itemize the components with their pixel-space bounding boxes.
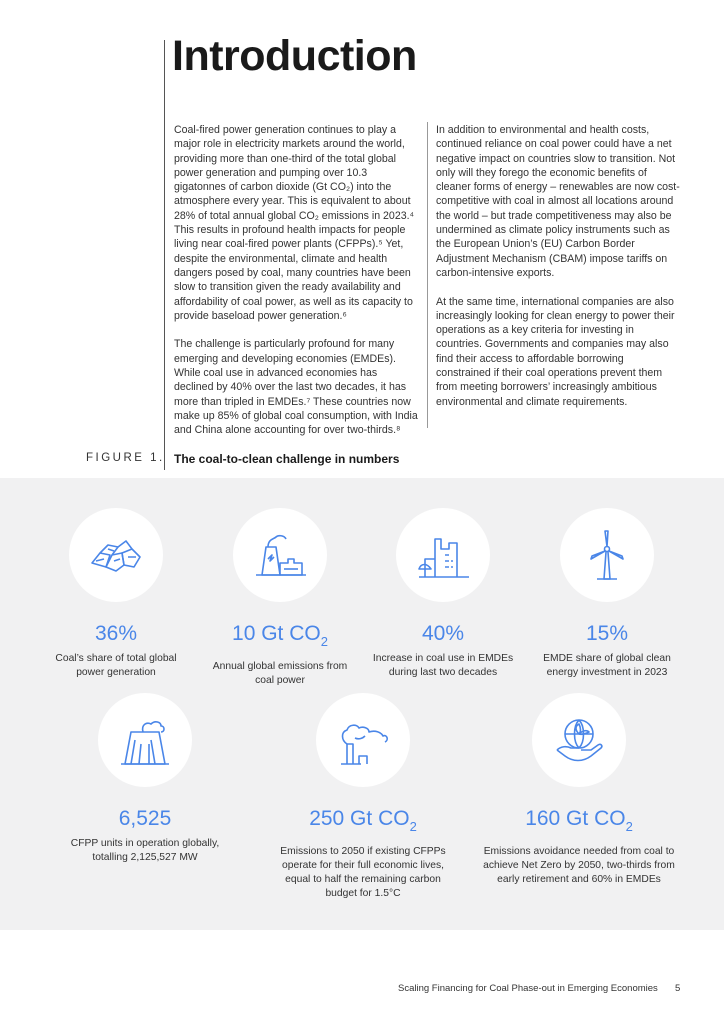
stat-value: 40% — [421, 622, 465, 645]
coal-pile-icon — [86, 525, 146, 585]
stat-value — [205, 622, 355, 654]
stat-description: Increase in coal use in EMDEs during last two decades — [372, 653, 514, 678]
subscript: 2 — [320, 634, 328, 649]
stat-cfpp-units — [60, 693, 230, 865]
paragraph: The challenge is particularly profound for many emerging and developing economies (EMDEs). While coal use in advanced economies has declined by 40% over the last two decades, it has more than tripled in EMDEs.⁷ These countries now make up 85% of global coal consumption, with India and China alone accounting for over two-thirds.⁸ — [174, 338, 418, 437]
icon-circle — [532, 693, 626, 787]
footer-title: Scaling Financing for Coal Phase-out in Emerging Economies — [398, 983, 658, 994]
stat-value: 36% — [94, 622, 138, 645]
stat-clean-investment — [530, 508, 684, 680]
paragraph: In addition to environmental and health costs, continued reliance on coal power could have a net negative impact on countries slow to transition. Not only will they forego the economic benefits of cleaner forms of energy – renewables are now cost-competitive with coal in almost all locations around the world – but trade competitiveness may also be undermined as climate policy instruments such as the European Union’s (EU) Carbon Border Adjustment Mechanism (CBAM) impose tariffs on carbon-intensive exports. — [436, 124, 680, 279]
title-rule — [164, 40, 165, 470]
text-column-right — [436, 123, 681, 423]
icon-circle — [560, 508, 654, 602]
stat-value — [268, 807, 458, 839]
text-column-left — [174, 123, 419, 452]
smokestack-icon — [333, 710, 393, 770]
stat-annual-emissions — [205, 508, 355, 688]
figure-label: FIGURE 1. — [86, 452, 165, 464]
wind-turbine-icon — [577, 525, 637, 585]
industry-coal-icon — [413, 525, 473, 585]
stat-value-text: 160 Gt CO — [525, 807, 626, 830]
stat-coal-share — [41, 508, 191, 680]
stat-value-text: 10 Gt CO — [232, 622, 321, 645]
subscript: 2 — [409, 819, 417, 834]
icon-circle — [69, 508, 163, 602]
stat-value — [483, 807, 675, 839]
paragraph: Coal-fired power generation continues to play a major role in electricity markets around the world, providing more than one-third of the total global power generation and pumping over 10.3 gigatonnes of carbon dioxide (Gt CO₂) into the atmosphere every year. This is equivalent to about 28% of total annual global CO₂ emissions in 2023.⁴ This results in profound health impacts for people living near coal-fired power plants (CFPPs).⁵ Yet, despite the environmental, climate and health dangers posed by coal, many countries have been slow to transition given the ready availability and affordability of coal power, as well as its capacity to provide baseload power generation.⁶ — [174, 124, 415, 322]
stat-description: CFPP units in operation globally, totalling 2,125,527 MW — [70, 838, 220, 863]
icon-circle — [316, 693, 410, 787]
stat-value: 6,525 — [118, 807, 172, 830]
figure-title: The coal-to-clean challenge in numbers — [174, 452, 400, 466]
icon-circle — [396, 508, 490, 602]
stat-description: Emissions avoidance needed from coal to achieve Net Zero by 2050, two-thirds from early retirement and 60% in EMDEs — [483, 846, 675, 885]
stat-description: Annual global emissions from coal power — [212, 661, 348, 686]
stat-description: EMDE share of global clean energy investment in 2023 — [543, 653, 671, 678]
subscript: 2 — [625, 819, 633, 834]
stat-committed-emissions — [268, 693, 458, 901]
stat-description: Coal’s share of total global power generation — [55, 653, 177, 678]
figure-panel — [0, 478, 724, 930]
stat-coal-increase — [367, 508, 519, 680]
stat-value: 15% — [585, 622, 629, 645]
column-divider — [427, 122, 428, 428]
stat-description: Emissions to 2050 if existing CFPPs operate for their full economic lives, equal to half the remaining carbon budget for 1.5°C — [280, 846, 446, 899]
paragraph: At the same time, international companies are also increasingly looking for clean energy to power their operations as a key criteria for investing in countries. Governments and companies may also find their access to affordable borrowing constrained if their coal operations prevent them from meeting borrowers’ increasingly ambitious environmental and climate requirements. — [436, 295, 675, 408]
icon-circle — [233, 508, 327, 602]
globe-hand-icon — [549, 710, 609, 770]
power-plant-icon — [250, 525, 310, 585]
page-title: Introduction — [172, 32, 417, 80]
page-number: 5 — [675, 983, 681, 994]
stat-value-text: 250 Gt CO — [309, 807, 410, 830]
icon-circle — [98, 693, 192, 787]
stat-avoidance-needed — [483, 693, 675, 887]
cooling-tower-icon — [115, 710, 175, 770]
